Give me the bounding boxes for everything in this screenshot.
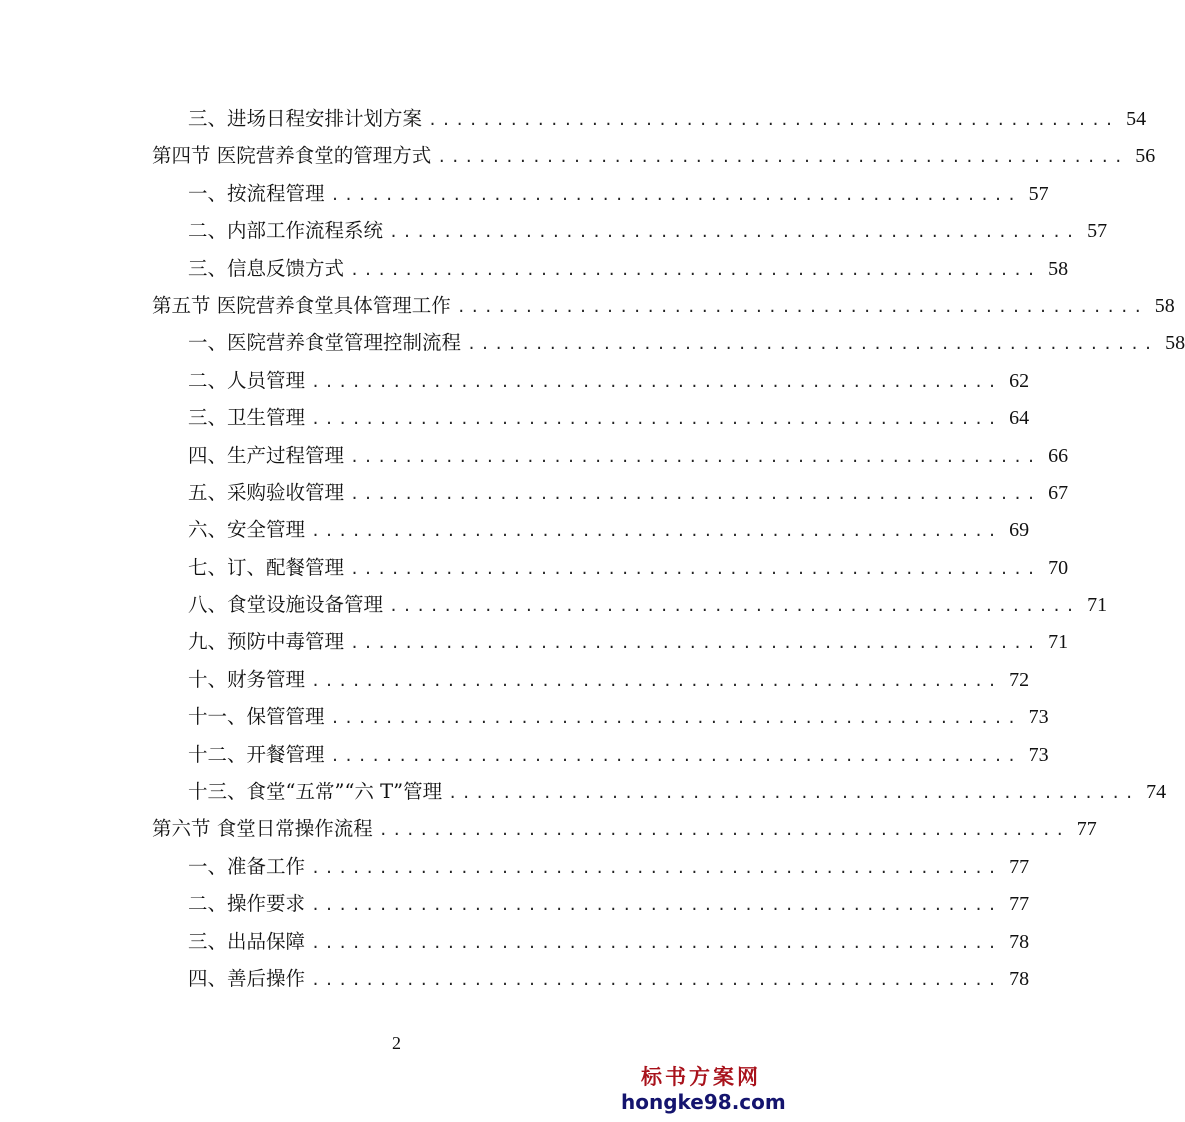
toc-entry[interactable] bbox=[0, 549, 1069, 586]
toc-entry-title: 十三、食堂“五常”“六 T”管理 bbox=[188, 780, 443, 804]
toc-entry[interactable] bbox=[0, 773, 1167, 810]
table-of-contents bbox=[0, 100, 1185, 997]
page-number: 2 bbox=[392, 1033, 401, 1053]
toc-entry-title: 二、操作要求 bbox=[188, 892, 306, 916]
toc-entry-page: 57 bbox=[1028, 182, 1049, 205]
toc-entry-page: 56 bbox=[1135, 145, 1156, 168]
watermark-name: 标书方案网 bbox=[641, 1064, 761, 1089]
toc-entry-page: 78 bbox=[1009, 930, 1030, 953]
toc-entry-page: 77 bbox=[1009, 855, 1030, 878]
toc-entry[interactable] bbox=[0, 661, 1030, 698]
toc-entry-page: 74 bbox=[1146, 781, 1167, 804]
dot-leader: ................................................... bbox=[350, 447, 1041, 466]
toc-entry-title: 六、安全管理 bbox=[188, 518, 306, 542]
toc-entry-title: 一、按流程管理 bbox=[188, 181, 325, 205]
toc-entry-page: 78 bbox=[1009, 967, 1030, 990]
toc-entry-title: 三、信息反馈方式 bbox=[188, 256, 345, 280]
dot-leader: ................................................... bbox=[311, 858, 1002, 877]
toc-entry[interactable] bbox=[0, 885, 1030, 922]
toc-entry-page: 69 bbox=[1009, 519, 1030, 542]
toc-entry-page: 73 bbox=[1028, 743, 1049, 766]
toc-entry-title: 一、准备工作 bbox=[188, 854, 306, 878]
toc-entry-title: 四、善后操作 bbox=[188, 966, 306, 990]
toc-entry-title: 四、生产过程管理 bbox=[188, 443, 345, 467]
toc-entry[interactable] bbox=[0, 250, 1069, 287]
dot-leader: ................................................... bbox=[350, 484, 1041, 503]
dot-leader: ................................................... bbox=[311, 671, 1002, 690]
toc-entry-page: 64 bbox=[1009, 407, 1030, 430]
toc-entry-title: 第六节 食堂日常操作流程 bbox=[152, 817, 373, 841]
toc-entry[interactable] bbox=[0, 736, 1049, 773]
toc-entry-page: 66 bbox=[1048, 444, 1069, 467]
toc-entry[interactable] bbox=[0, 137, 1156, 174]
toc-entry-page: 71 bbox=[1048, 631, 1069, 654]
dot-leader: ................................................... bbox=[428, 111, 1119, 129]
dot-leader: ................................................... bbox=[311, 970, 1002, 989]
toc-entry[interactable] bbox=[0, 324, 1185, 361]
dot-leader: ................................................... bbox=[456, 297, 1147, 316]
dot-leader: ................................................... bbox=[311, 933, 1002, 952]
toc-entry-title: 九、预防中毒管理 bbox=[188, 630, 345, 654]
dot-leader: ................................................... bbox=[311, 372, 1002, 391]
toc-entry-page: 57 bbox=[1087, 220, 1108, 243]
toc-entry[interactable] bbox=[0, 623, 1069, 660]
dot-leader: ................................................... bbox=[330, 185, 1021, 204]
toc-entry[interactable] bbox=[0, 810, 1097, 847]
dot-leader: ................................................... bbox=[389, 597, 1080, 616]
toc-entry[interactable] bbox=[0, 175, 1049, 212]
toc-entry-title: 三、出品保障 bbox=[188, 929, 306, 953]
dot-leader: ................................................... bbox=[389, 223, 1080, 242]
dot-leader: ................................................... bbox=[311, 410, 1002, 429]
toc-entry-page: 73 bbox=[1028, 706, 1049, 729]
toc-entry-page: 54 bbox=[1126, 108, 1147, 130]
toc-entry-page: 58 bbox=[1154, 294, 1175, 317]
dot-leader: ................................................... bbox=[350, 559, 1041, 578]
toc-entry-title: 七、订、配餐管理 bbox=[188, 555, 345, 579]
dot-leader: ................................................... bbox=[448, 784, 1139, 803]
toc-entry-title: 第五节 医院营养食堂具体管理工作 bbox=[152, 293, 451, 317]
toc-entry-title: 十二、开餐管理 bbox=[188, 742, 325, 766]
toc-entry-page: 67 bbox=[1048, 481, 1069, 504]
toc-entry[interactable] bbox=[0, 923, 1030, 960]
toc-entry-title: 第四节 医院营养食堂的管理方式 bbox=[152, 144, 432, 168]
toc-entry-title: 五、采购验收管理 bbox=[188, 480, 345, 504]
dot-leader: ................................................... bbox=[311, 896, 1002, 915]
toc-entry[interactable] bbox=[0, 960, 1030, 997]
dot-leader: ................................................... bbox=[467, 335, 1158, 354]
dot-leader: ................................................... bbox=[378, 821, 1069, 840]
toc-entry-title: 三、进场日程安排计划方案 bbox=[188, 107, 423, 130]
toc-entry-title: 十一、保管管理 bbox=[188, 705, 325, 729]
toc-entry-page: 62 bbox=[1009, 369, 1030, 392]
toc-entry-title: 八、食堂设施设备管理 bbox=[188, 593, 384, 617]
watermark-url: hongke98.com bbox=[621, 1090, 786, 1114]
toc-entry-title: 三、卫生管理 bbox=[188, 406, 306, 430]
dot-leader: ................................................... bbox=[350, 634, 1041, 653]
dot-leader: ................................................... bbox=[437, 148, 1128, 167]
toc-entry-page: 72 bbox=[1009, 668, 1030, 691]
toc-entry-page: 58 bbox=[1048, 257, 1069, 280]
toc-entry-title: 二、内部工作流程系统 bbox=[188, 219, 384, 243]
toc-entry[interactable] bbox=[0, 437, 1069, 474]
dot-leader: ................................................... bbox=[350, 260, 1041, 279]
dot-leader: ................................................... bbox=[330, 746, 1021, 765]
dot-leader: ................................................... bbox=[311, 522, 1002, 541]
toc-entry[interactable] bbox=[0, 100, 1147, 137]
toc-entry[interactable] bbox=[0, 511, 1030, 548]
toc-entry-page: 77 bbox=[1009, 893, 1030, 916]
toc-entry-page: 70 bbox=[1048, 556, 1069, 579]
toc-entry[interactable] bbox=[0, 212, 1108, 249]
toc-entry-page: 71 bbox=[1087, 594, 1108, 617]
watermark bbox=[621, 1064, 786, 1114]
toc-entry[interactable] bbox=[0, 362, 1030, 399]
toc-entry-title: 二、人员管理 bbox=[188, 368, 306, 392]
toc-entry[interactable] bbox=[0, 586, 1108, 623]
dot-leader: ................................................... bbox=[330, 709, 1021, 728]
toc-entry-title: 十、财务管理 bbox=[188, 667, 306, 691]
toc-entry[interactable] bbox=[0, 399, 1030, 436]
toc-entry[interactable] bbox=[0, 698, 1049, 735]
toc-entry[interactable] bbox=[0, 474, 1069, 511]
toc-entry-page: 77 bbox=[1076, 818, 1097, 841]
toc-entry-title: 一、医院营养食堂管理控制流程 bbox=[188, 331, 462, 355]
toc-entry[interactable] bbox=[0, 848, 1030, 885]
toc-entry-page: 58 bbox=[1165, 332, 1185, 355]
toc-entry[interactable] bbox=[0, 287, 1175, 324]
